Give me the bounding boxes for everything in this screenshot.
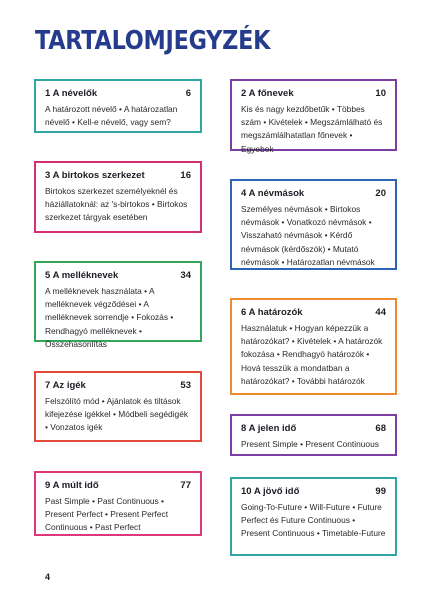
chapter-page: 10 <box>375 88 386 99</box>
chapter-page: 77 <box>180 480 191 491</box>
page-title: TARTALOMJEGYZÉK <box>35 26 271 56</box>
chapter-page: 53 <box>180 380 191 391</box>
chapter-page: 16 <box>180 170 191 181</box>
chapter-title: 9 A múlt idő <box>45 480 99 491</box>
chapter-topics: Személyes névmások • Birtokos névmások • Vonatkozó névmások • Visszaható névmások • Kérdő névmások (kérdőszók) • Mutató névmások • Határozatlan névmások <box>241 204 375 267</box>
chapter-box-6 <box>230 298 397 395</box>
chapter-title: 4 A névmások <box>241 188 305 199</box>
chapter-topics: Going-To-Future • Will-Future • Future Perfect és Future Continuous • Present Continuous • Timetable-Future <box>241 502 386 539</box>
chapter-topics: Használatuk • Hogyan képezzük a határozókat? • Kivételek • A határozók fokozása • Rendhagyó határozók • Hová tesszük a mondatban a határozókat? • További határozók <box>241 323 383 386</box>
chapter-box-4 <box>230 179 397 270</box>
chapter-box-7 <box>34 371 202 442</box>
chapter-header <box>241 87 386 100</box>
chapter-topics: Past Simple • Past Continuous • Present Perfect • Present Perfect Continuous • Past Perfect <box>45 496 169 533</box>
chapter-page: 20 <box>375 188 386 199</box>
chapter-box-2 <box>230 79 397 154</box>
chapter-topics: Present Simple • Present Continuous <box>241 439 379 449</box>
chapter-title: 1 A névelők <box>45 88 98 99</box>
chapter-box-10 <box>230 477 397 556</box>
chapter-topics: A határozott névelő • A határozatlan névelő • Kell-e névelő, vagy sem? <box>45 104 178 128</box>
chapter-page: 6 <box>185 88 191 99</box>
chapter-topics: A melléknevek használata • A melléknevek végződései • A melléknevek sorrendje • Fokozás • Rendhagyó melléknevek • Összehasonlítás <box>45 286 174 349</box>
chapter-header <box>241 485 386 498</box>
chapter-page: 34 <box>180 270 191 281</box>
chapter-page: 99 <box>375 486 386 497</box>
chapter-header <box>45 479 191 492</box>
chapter-title: 2 A főnevek <box>241 88 294 99</box>
page-number: 4 <box>45 572 51 582</box>
chapter-title: 5 A melléknevek <box>45 270 119 281</box>
chapter-title: 10 A jövő idő <box>241 486 300 497</box>
chapter-header <box>241 422 386 435</box>
chapter-topics: Felszólító mód • Ajánlatok és tiltások kifejezése igékkel • Módbeli segédigék • Vonzatos igék <box>45 396 189 433</box>
chapter-box-5 <box>34 261 202 349</box>
chapter-box-1 <box>34 79 202 133</box>
chapter-topics: Birtokos szerkezet személyeknél és háziállatoknál: az 's-birtokos • Birtokos szerkezet tárgyak esetében <box>45 186 188 223</box>
chapter-header <box>45 169 191 182</box>
chapter-title: 3 A birtokos szerkezet <box>45 170 145 181</box>
chapter-title: 7 Az igék <box>45 380 86 391</box>
chapter-box-3 <box>34 161 202 233</box>
chapter-title: 6 A határozók <box>241 307 303 318</box>
chapter-header <box>45 379 191 392</box>
chapter-topics: Kis és nagy kezdőbetűk • Többes szám • Kivételek • Megszámlálható és megszámlálhatatlan főnevek • Egyebek <box>241 104 383 154</box>
chapter-box-8 <box>230 414 397 456</box>
chapter-box-9 <box>34 471 202 536</box>
chapter-page: 68 <box>375 423 386 434</box>
chapter-page: 44 <box>375 307 386 318</box>
chapter-header <box>45 87 191 100</box>
chapter-title: 8 A jelen idő <box>241 423 297 434</box>
chapter-header <box>241 306 386 319</box>
chapter-header <box>45 269 191 282</box>
chapter-header <box>241 187 386 200</box>
